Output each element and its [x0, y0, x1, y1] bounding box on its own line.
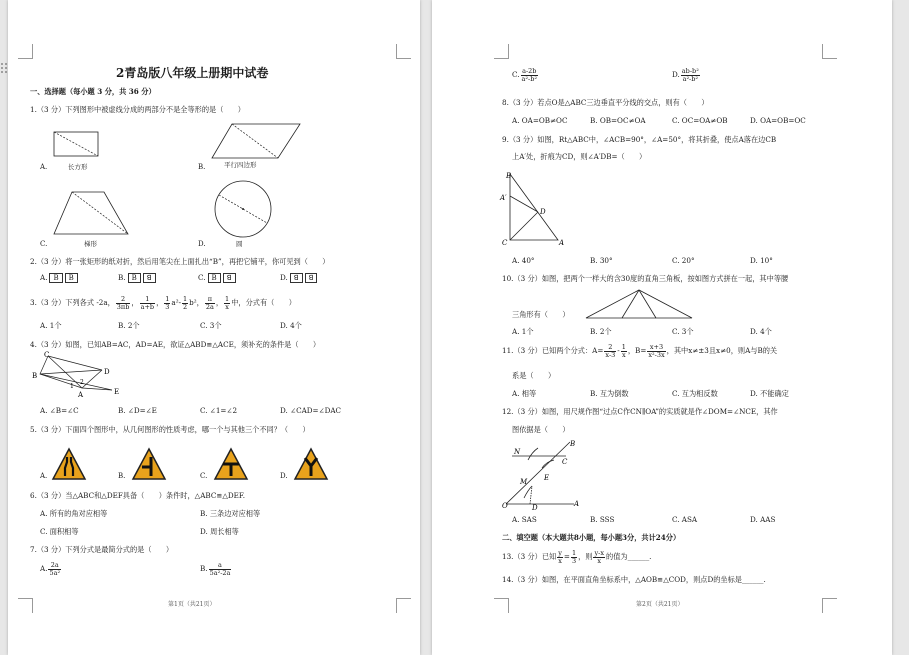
option-a: A. 40°	[512, 256, 535, 265]
document-page-1	[8, 0, 420, 655]
option-a: A.	[40, 472, 48, 480]
option-a: A. 1个	[40, 321, 62, 330]
option-b: B.	[198, 163, 206, 171]
option-d: D. 10°	[750, 256, 773, 265]
question-9: 9.（3 分）如图，Rt△ABC中，∠ACB=90°，∠A=50°，将其折叠，使点A落在边CB	[502, 135, 777, 144]
triangle-figure-q4	[30, 352, 130, 398]
point-label: E	[544, 474, 550, 482]
option-a: A. ∠B=∠C	[40, 406, 79, 415]
rectangle-figure	[52, 130, 112, 160]
question-7: 7.（3 分）下列分式是最简分式的是（ ）	[30, 545, 174, 554]
fraction: $\frac{1}{x}$	[225, 295, 230, 311]
option-d: D. OA=OB=OC	[750, 116, 806, 125]
question-1: 1.（3 分）下列图形中被虚线分成的两部分不是全等形的是（ ）	[30, 105, 245, 114]
caption-trapezoid: 梯形	[84, 240, 97, 248]
section-heading: 二、填空题（本大题共8小题，每小题3分，共计24分）	[502, 533, 681, 542]
crop-mark	[18, 44, 33, 59]
point-label: 1	[70, 383, 74, 390]
point-label: D	[532, 504, 538, 512]
option-c: C. 面积相等	[40, 527, 79, 536]
letter-box: ꓭ	[305, 273, 318, 283]
crop-mark	[494, 44, 509, 59]
construction-figure-q12	[502, 438, 582, 510]
option-b: B. 2个	[118, 321, 140, 330]
option-a: A. 相等	[512, 389, 537, 398]
point-label: A	[78, 391, 84, 399]
option-b: B.	[118, 472, 126, 480]
document-page-2	[432, 0, 892, 655]
point-label: M	[520, 478, 528, 486]
point-label: E	[114, 388, 120, 396]
caption-circle: 圆	[236, 240, 243, 248]
point-label: A′	[500, 194, 507, 202]
option-b: B. B ꓭ	[118, 273, 156, 283]
triangle-figure-q9	[500, 170, 568, 248]
option-c: C. 3个	[672, 327, 694, 336]
option-c: C. ∠1=∠2	[200, 406, 238, 415]
crop-mark	[822, 44, 837, 59]
fraction: $\frac{2}{x-3}$	[605, 343, 616, 359]
option-b: B. SSS	[590, 515, 615, 524]
point-label: C	[562, 458, 568, 466]
page-footer: 第1页（共21页）	[168, 601, 216, 608]
fraction: $\frac{\text{ab-b²}}{\text{a²-b²}}$	[681, 67, 699, 83]
question-9-cont: 上A′处，折痕为CD，则∠A′DB=（ ）	[512, 152, 647, 161]
caption-rectangle: 长方形	[68, 163, 88, 171]
option-c: C. 3个	[200, 321, 222, 330]
question-4: 4.（3 分）如图，已知AB=AC，AD=AE，欲证△ABD≌△ACE，须补充的条件是（ ）	[30, 340, 321, 349]
option-b: B. 三条边对应相等	[200, 509, 261, 518]
option-d: D. 周长相等	[200, 527, 239, 536]
question-13: 13.（3 分）已知 $\frac{y}{x}$ = $\frac{1}{3}$ ，则 $\frac{y-x}{x}$ 的值为______.	[502, 549, 652, 565]
option-d: D.	[280, 472, 288, 480]
option-d: D. ꓭ ꓭ	[280, 273, 317, 283]
question-5: 5.（3 分）下面四个图形中，从几何图形的性质考虑，哪一个与其他三个不同？（ ）	[30, 425, 310, 434]
option-b: B. ∠D=∠E	[118, 406, 157, 415]
point-label: B	[506, 172, 512, 180]
option-d: D.	[198, 240, 206, 248]
option-d: D. 不能确定	[750, 389, 789, 398]
question-10-cont: 三角形有（ ）	[512, 310, 570, 319]
question-10: 10.（3 分）如图，把两个一样大的含30度的直角三角板，按如图方式拼在一起，其中等腰	[502, 274, 789, 283]
letter-box: ꓭ	[143, 273, 156, 283]
option-b: B. OB=OC≠OA	[590, 116, 646, 125]
point-label: 2	[80, 379, 84, 386]
option-d: D. ∠CAD=∠DAC	[280, 406, 342, 415]
crop-mark	[396, 598, 411, 613]
fraction: $\frac{y-x}{x}$	[594, 549, 605, 565]
point-label: D	[104, 368, 110, 376]
fraction: $\frac{y}{x}$	[558, 549, 562, 565]
option-d: D. $\frac{\text{ab-b²}}{\text{a²-b²}}$	[672, 67, 699, 83]
option-c: C.	[40, 240, 48, 248]
triangles-figure-q10	[584, 287, 694, 321]
circle-figure	[212, 180, 274, 240]
fraction: $\frac{x+3}{\text{x²-3x}}$	[648, 343, 665, 359]
crop-mark	[18, 598, 33, 613]
caption-parallelogram: 平行四边形	[224, 161, 257, 169]
option-a: A. SAS	[512, 515, 537, 524]
fraction: $\frac{1}{x}$	[621, 343, 626, 359]
point-label: B	[570, 440, 576, 448]
question-11-cont: 系是（ ）	[512, 371, 556, 380]
option-c: C. OC=OA≠OB	[672, 116, 728, 125]
question-12-cont: 图依据是（ ）	[512, 425, 570, 434]
option-c: C. ASA	[672, 515, 698, 524]
question-11: 11.（3 分）已知两个分式：A= $\frac{2}{x-3}$ - $\frac{1}{x}$ ，B= $\frac{x+3}{\text{x²-3x}}$ ，其中x≠±3且x≠0，则A与B的关	[502, 343, 778, 359]
point-label: D	[540, 208, 546, 216]
question-14: 14.（3 分）如图，在平面直角坐标系中，△AOB≌△COD，则点D的坐标是______.	[502, 575, 766, 584]
point-label: A	[559, 239, 565, 247]
fraction: $\frac{2}{3\pi b}$	[116, 295, 130, 311]
fraction: $\frac{1}{2}$	[183, 295, 188, 311]
option-a: A. 1个	[512, 327, 534, 336]
option-d: D. 4个	[280, 321, 302, 330]
option-c: C. 20°	[672, 256, 695, 265]
letter-box: B	[49, 273, 62, 283]
point-label: A	[574, 500, 580, 508]
fraction: $\frac{1}{3}$	[165, 295, 170, 311]
option-c: C. $\frac{a-2b}{\text{a²-b²}}$	[512, 67, 537, 83]
option-d: D. 4个	[750, 327, 772, 336]
option-a: A.	[40, 163, 48, 171]
road-sign-t-junction-icon	[214, 448, 248, 480]
fraction: $\frac{a-2b}{\text{a²-b²}}$	[521, 67, 537, 83]
fraction: $\frac{1}{a+b}$	[140, 295, 155, 311]
option-c: C.	[200, 472, 208, 480]
option-b: B. 30°	[590, 256, 613, 265]
option-c: C. 互为相反数	[672, 389, 718, 398]
parallelogram-figure	[210, 122, 302, 162]
question-8: 8.（3 分）若点O是△ABC三边垂直平分线的交点，则有（ ）	[502, 98, 709, 107]
option-a: A. $\frac{2a}{\text{5a²}}$	[40, 561, 61, 577]
option-d: D. AAS	[750, 515, 776, 524]
road-sign-y-junction-icon	[294, 448, 328, 480]
point-label: C	[44, 351, 50, 359]
fraction: $\frac{1}{3}$	[571, 549, 577, 565]
option-b: B. 互为倒数	[590, 389, 629, 398]
page-footer: 第2页（共21页）	[636, 601, 684, 608]
page-title: 2青岛版八年级上册期中试卷	[116, 66, 269, 80]
option-b: B. $\frac{a}{\text{5a²-2a}}$	[200, 561, 231, 577]
road-sign-side-road-icon	[132, 448, 166, 480]
point-label: N	[514, 448, 521, 456]
question-3: 3.（3 分）下列各式 -2a， $\frac{2}{3\pi b}$ ， $\frac{1}{a+b}$ ， $\frac{1}{3}$ a²- $\frac{1}{2}$ b²， $\frac{\pi}{2a}$ ， $\frac{1}{x}$ 中，分式有（ ）	[30, 295, 296, 311]
letter-box: ꓭ	[290, 273, 303, 283]
crop-mark	[494, 598, 509, 613]
fraction: $\frac{a}{\text{5a²-2a}}$	[209, 561, 231, 577]
question-6: 6.（3 分）当△ABC和△DEF具备（ ）条件时，△ABC≌△DEF.	[30, 491, 246, 500]
option-a: A. 所有的角对应相等	[40, 509, 108, 518]
option-b: B. 2个	[590, 327, 612, 336]
letter-box: B	[65, 273, 78, 283]
letter-box: B	[208, 273, 221, 283]
option-a: A. B B	[40, 273, 78, 283]
fraction: $\frac{2a}{\text{5a²}}$	[49, 561, 61, 577]
crop-mark	[396, 44, 411, 59]
option-c: C. B ꓭ	[198, 273, 236, 283]
option-a: A. OA=OB≠OC	[512, 116, 568, 125]
section-heading: 一、选择题（每小题 3 分，共 36 分）	[30, 87, 156, 96]
road-sign-narrowing-icon	[52, 448, 86, 480]
trapezoid-figure	[52, 190, 132, 238]
fraction: $\frac{\pi}{2a}$	[205, 295, 214, 311]
letter-box: B	[128, 273, 141, 283]
letter-box: ꓭ	[223, 273, 236, 283]
question-12: 12.（3 分）如图，用尺规作图“过点C作CN∥OA”的实质就是作∠DOM=∠NCE，其作	[502, 407, 778, 416]
point-label: O	[502, 502, 508, 510]
point-label: C	[502, 239, 508, 247]
point-label: B	[32, 372, 38, 380]
crop-mark	[822, 598, 837, 613]
question-2: 2.（3 分）将一张矩形的纸对折，然后用笔尖在上面扎出“B”，再把它铺平，你可见到（ ）	[30, 257, 330, 266]
